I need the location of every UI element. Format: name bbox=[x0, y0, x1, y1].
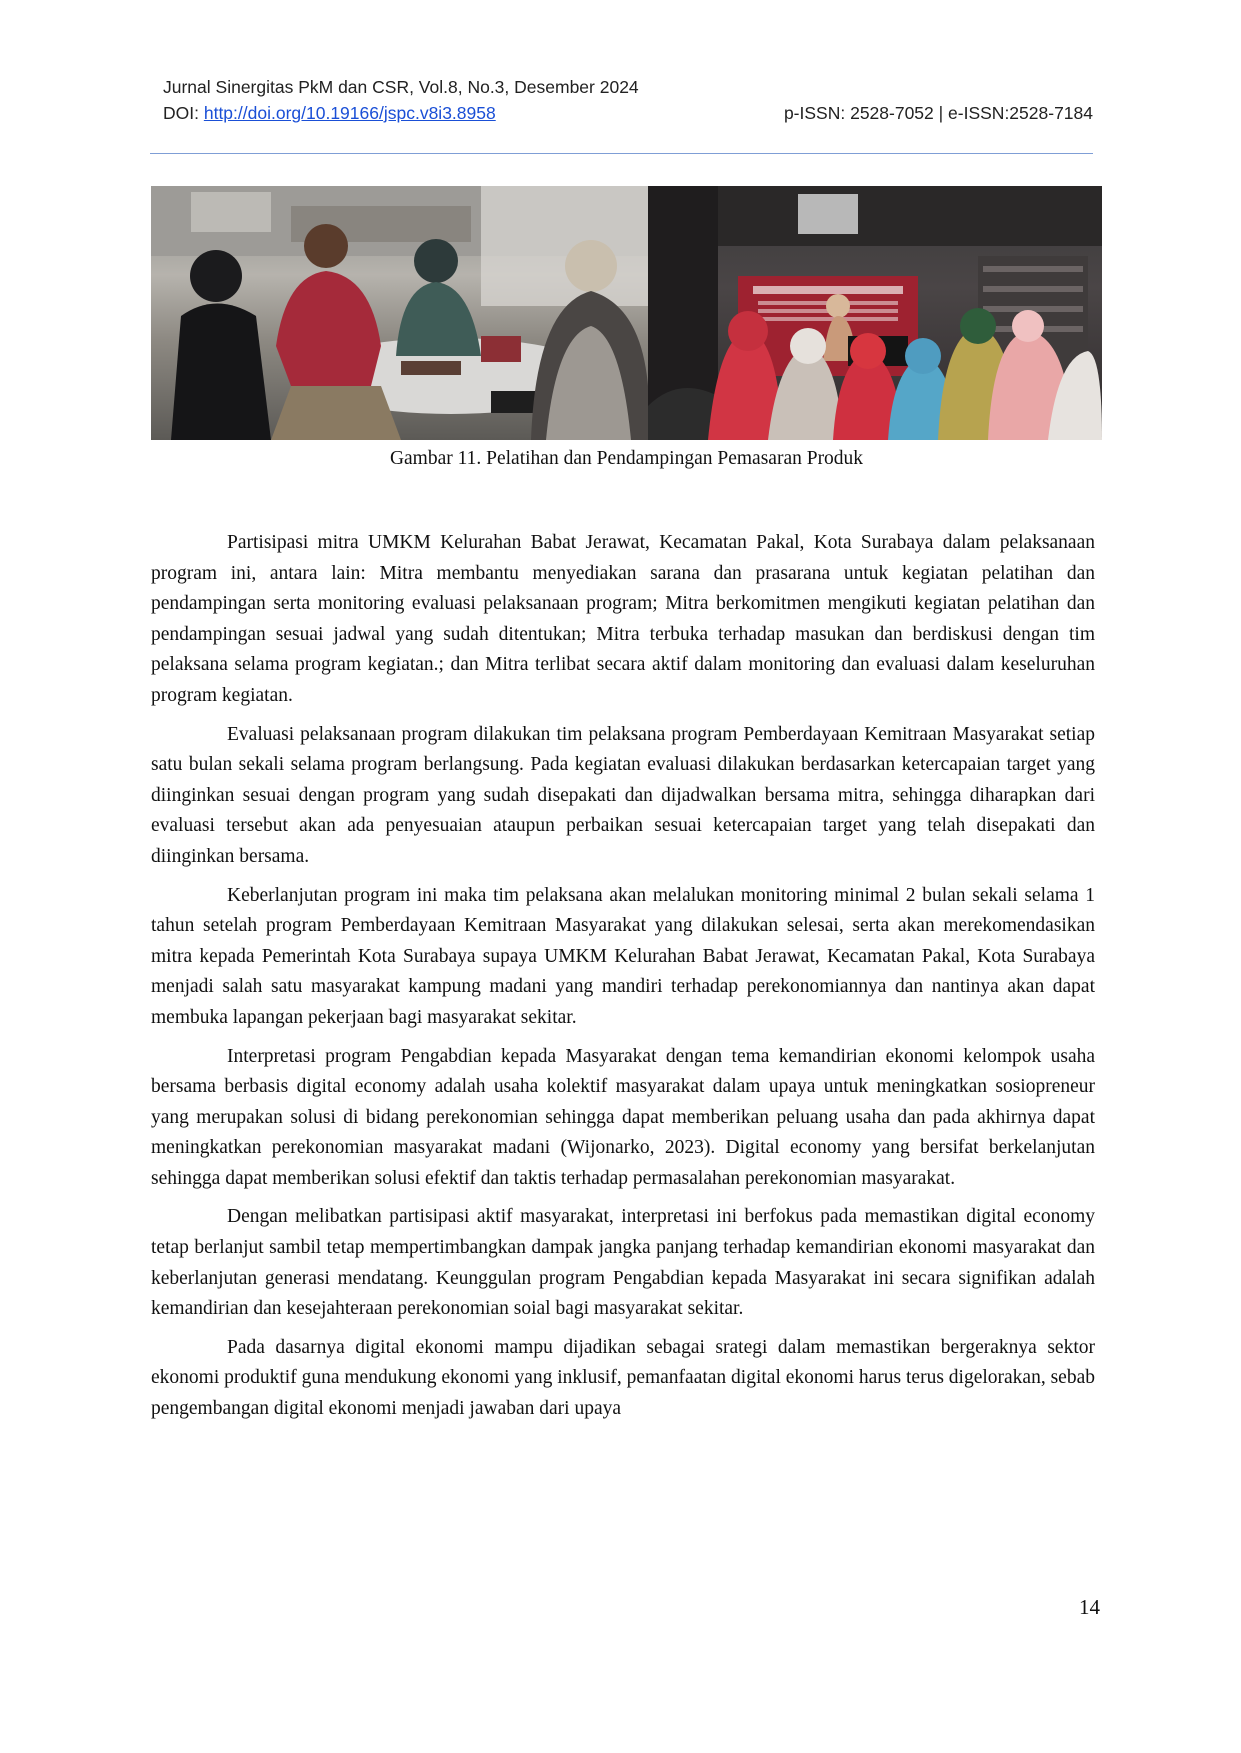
issn: p-ISSN: 2528-7052 | e-ISSN:2528-7184 bbox=[783, 103, 1093, 123]
figure-caption: Gambar 11. Pelatihan dan Pendampingan Pemasaran Produk bbox=[389, 448, 864, 469]
paragraph: Dengan melibatkan partisipasi aktif masyarakat, interpretasi ini berfokus pada memastikan digital economy tetap berlanjut sambil tetap mempertimbangkan dampak jangka panjang terhadap kemandirian ekonomi masyarakat dan keberlanjutan generasi mendatang. Keunggulan program Pengabdian kepada Masyarakat ini secara signifikan adalah kemandirian dan kesejahteraan perekonomian soial bagi masyarakat sekitar. bbox=[151, 1206, 1095, 1320]
doi-label: DOI: bbox=[163, 103, 204, 123]
paragraph: Interpretasi program Pengabdian kepada Masyarakat dengan tema kemandirian ekonomi kelompok usaha bersama berbasis digital economy adalah usaha kolektif masyarakat dalam upaya untuk meningkatkan sosiopreneur yang merupakan solusi di bidang perekonomian sehingga dapat memberikan peluang usaha dan pada akhirnya dapat meningkatkan perekonomian masyarakat madani (Wijonarko, 2023). Digital economy yang bersifat berkelanjutan sehingga dapat memberikan solusi efektif dan taktis terhadap permasalahan perekonomian masyarakat. bbox=[151, 1045, 1095, 1189]
photo-left-illustration bbox=[151, 186, 648, 440]
header-row-identifiers bbox=[163, 100, 1093, 126]
paragraph: Pada dasarnya digital ekonomi mampu dijadikan sebagai srategi dalam memastikan bergeraknya sektor ekonomi produktif guna mendukung ekonomi yang inklusif, pemanfaatan digital ekonomi harus terus digelorakan, sebab pengembangan digital ekonomi menjadi jawaban dari upaya bbox=[151, 1336, 1095, 1420]
figure-11 bbox=[151, 186, 1102, 440]
page-number: 14 bbox=[1079, 1595, 1100, 1619]
photo-right-illustration bbox=[648, 186, 1102, 440]
photo-training-session bbox=[648, 186, 1102, 440]
paragraph: Partisipasi mitra UMKM Kelurahan Babat Jerawat, Kecamatan Pakal, Kota Surabaya dalam pelaksanaan program ini, antara lain: Mitra membantu menyediakan sarana dan prasarana untuk kegiatan pelatihan dan pendampingan serta monitoring evaluasi pelaksanaan program; Mitra berkomitmen mengikuti kegiatan pelatihan dan pendampingan sesuai jadwal yang sudah ditentukan; Mitra terbuka terhadap masukan dan berdiskusi dengan tim pelaksana selama program kegiatan.; dan Mitra terlibat secara aktif dalam monitoring dan evaluasi dalam keseluruhan program kegiatan. bbox=[151, 532, 1095, 706]
body-text bbox=[151, 528, 1095, 1433]
photo-training-discussion bbox=[151, 186, 648, 440]
doi-line bbox=[163, 100, 496, 126]
paragraph: Evaluasi pelaksanaan program dilakukan tim pelaksana program Pemberdayaan Kemitraan Masyarakat setiap satu bulan sekali selama program berlangsung. Pada kegiatan evaluasi dilakukan berdasarkan ketercapaian target yang diinginkan sesuai dengan program yang sudah disepakati dan dijadwalkan bersama mitra, sehingga diharapkan dari evaluasi tersebut akan ada penyesuaian ataupun perbaikan sesuai ketercapaian target yang telah disepakati dan diinginkan bersama. bbox=[151, 723, 1095, 867]
paragraph: Keberlanjutan program ini maka tim pelaksana akan melalukan monitoring minimal 2 bulan sekali selama 1 tahun setelah program Pemberdayaan Kemitraan Masyarakat yang dilakukan selesai, serta akan merekomendasikan mitra kepada Pemerintah Kota Surabaya supaya UMKM Kelurahan Babat Jerawat, Kecamatan Pakal, Kota Surabaya menjadi salah satu masyarakat kampung madani yang mandiri terhadap perekonomiannya dan nantinya akan dapat membuka lapangan pekerjaan bagi masyarakat sekitar. bbox=[151, 884, 1095, 1028]
doi-link[interactable]: http://doi.org/10.19166/jspc.v8i3.8958 bbox=[203, 103, 496, 123]
running-header bbox=[163, 74, 1093, 126]
journal-title: Jurnal Sinergitas PkM dan CSR, Vol.8, No.3, Desember 2024 bbox=[163, 77, 639, 97]
header-divider bbox=[150, 153, 1093, 154]
